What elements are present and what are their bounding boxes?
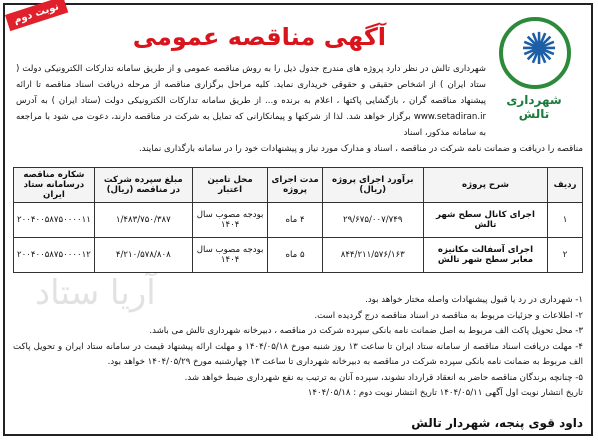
note-item: ۴- مهلت دریافت اسناد مناقصه از سامانه ستاد ایران تا ساعت ۱۳ روز شنبه مورخ ۱۴۰۴/۰۵/۱۸ و مهلت ارائه پیشنهاد قیمت در سامانه ستاد ایران و تحویل پاکت الف مربوط به ضمانت نامه بانکی سپرده شرکت در مناقصه به دبیرخانه شهرداری تا ساعت ۱۳ چهارشنبه مورخ ۱۴۰۴/۰۵/۲۹ خواهد بود. <box>13 341 583 367</box>
table-cell: ۸۴۴/۲۱۱/۵۷۶/۱۶۳ <box>322 238 423 273</box>
page-title: آگهی مناقصه عمومی <box>132 23 386 51</box>
col-header: مبلغ سپرده شرکت در مناقصه (ریال) <box>94 168 192 203</box>
notes-list <box>13 293 583 402</box>
note-item: ۱- شهرداری در رد یا قبول پیشنهادات واصله مختار خواهد بود. <box>365 295 583 305</box>
table-cell: ۵ ماه <box>268 238 322 273</box>
star-icon: ✺ <box>520 24 558 75</box>
col-header: ردیف <box>548 168 583 203</box>
publication-dates: تاریخ انتشار نوبت اول آگهی ۱۴۰۴/۰۵/۱۱ تاریخ انتشار نوبت دوم : ۱۴۰۴/۰۵/۱۸ <box>307 388 583 398</box>
table-cell: ۴ ماه <box>268 203 322 238</box>
table-cell: ۴/۲۱۰/۵۷۸/۸۰۸ <box>94 238 192 273</box>
table-cell: ۲۹/۶۷۵/۰۰۷/۷۴۹ <box>322 203 423 238</box>
col-header: برآورد اجرای پروژه (ریال) <box>322 168 423 203</box>
table-cell: ۱ <box>548 203 583 238</box>
table-row <box>14 203 583 238</box>
col-header: شرح پروژه <box>423 168 547 203</box>
second-notice-badge: نوبت دوم <box>5 0 68 31</box>
table-cell: ۲۰۰۴۰۰۵۸۷۵۰۰۰۰۱۱ <box>14 203 95 238</box>
intro-text-2: مناقصه را دریافت و ضمانت نامه شرکت در مناقصه ، اسناد و مدارک مورد نیاز و پیشنهادات خود را در سامانه بارگذاری نمایند. <box>139 144 583 154</box>
note-item: ۵- چنانچه برندگان مناقصه حاضر به انعقاد قرارداد نشوند، سپرده آنان به ترتیب به نفع شهرداری ضبط خواهد شد. <box>184 372 583 383</box>
table-cell: اجرای آسفالت مکانیزه معابر سطح شهر تالش <box>423 238 547 273</box>
note-item: ۳- محل تحویل پاکت الف مربوط به اصل ضمانت نامه بانکی سپرده شرکت در مناقصه ، دبیرخانه شهرداری تالش می باشد. <box>149 326 583 336</box>
col-header: محل تامین اعتبار <box>192 168 268 203</box>
table-cell: ۱/۴۸۳/۷۵۰/۳۸۷ <box>94 203 192 238</box>
table-cell: ۲ <box>548 238 583 273</box>
table-cell: بودجه مصوب سال ۱۴۰۴ <box>192 203 268 238</box>
watermark: آریا ستاد <box>35 273 156 313</box>
col-header: مدت اجرای پروژه <box>268 168 322 203</box>
table-cell: اجرای کانال سطح شهر تالش <box>423 203 547 238</box>
logo-text: شهرداری تالش <box>506 93 562 121</box>
municipality-logo <box>489 13 579 121</box>
note-item: ۲- اطلاعات و جزئیات مربوط به مناقصه در اسناد مناقصه درج گردیده است. <box>314 310 583 321</box>
col-header: شکاره مناقصه درسامانه ستاد ایران <box>14 168 95 203</box>
intro-text: شهرداری تالش در نظر دارد پروژه های مندرج جدول ذیل را به روش مناقصه عمومی و از طریق سامانه تدارکات الکترونیکی دولت ( ستاد ایران ) از اشخاص حقیقی و حقوقی خریداری نماید. کلیه مراحل برگزاری مناقصه از مرحله دریافت اسناد مناقصه تا ارائه پیشنهاد مناقصه گران ، بازگشایی پاکتها ، اعلام به برنده و... از طریق سامانه تدارکات الکترونیکی دولت (ستاد ایران ) به آدرس www.setadiran.ir برگزار خواهد شد. لذا از شرکتها و پیمانکارانی که تمایل به شرکت در مناقصه دارند، دعوت می شود با مراجعه به سامانه مذکور، اسناد <box>16 64 486 138</box>
table-cell: ۲۰۰۴۰۰۵۸۷۵۰۰۰۰۱۲ <box>14 238 95 273</box>
notice-frame <box>3 3 593 436</box>
signature: داود قوی پنجه، شهردار تالش <box>411 416 583 430</box>
table-header-row <box>14 168 583 203</box>
tender-table <box>13 167 583 273</box>
table-row <box>14 238 583 273</box>
table-cell: بودجه مصوب سال ۱۴۰۴ <box>192 238 268 273</box>
